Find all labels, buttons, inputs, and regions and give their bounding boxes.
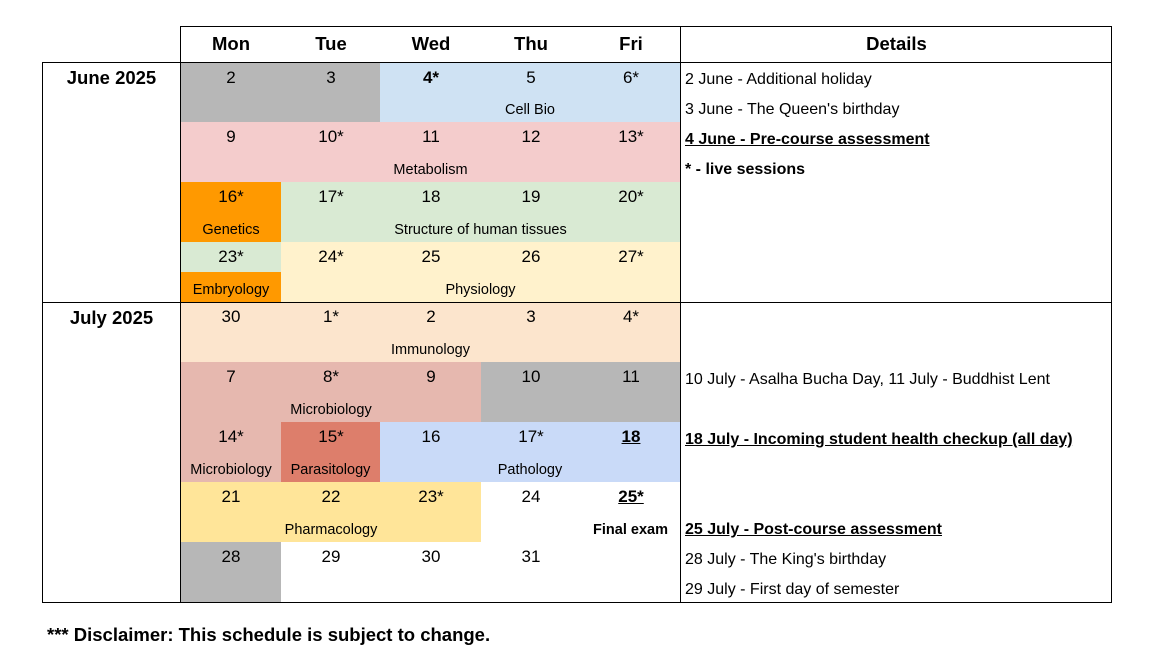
- day-cell: 12: [521, 127, 541, 146]
- day-cell: 18: [621, 427, 641, 446]
- subject-physiology: Physiology: [445, 282, 516, 298]
- header-thu: Thu: [514, 33, 548, 54]
- day-cell: 2: [426, 307, 436, 326]
- day-cell: 18: [421, 187, 441, 206]
- detail-4: 10 July - Asalha Bucha Day, 11 July - Buddhist Lent: [685, 371, 1050, 388]
- disclaimer: *** Disclaimer: This schedule is subject to change.: [47, 624, 491, 645]
- day-cell: 6*: [622, 68, 640, 87]
- day-cell: 17*: [518, 427, 544, 446]
- border-header-bottom: [42, 62, 1112, 63]
- day-cell: 4*: [622, 307, 640, 326]
- day-cell: 11: [422, 127, 440, 146]
- day-cell: 4*: [422, 68, 440, 87]
- day-cell: 24*: [318, 247, 344, 266]
- detail-7: 28 July - The King's birthday: [685, 551, 887, 568]
- day-cell: 24: [521, 487, 541, 506]
- subject-pharmacology: Pharmacology: [284, 522, 378, 538]
- detail-3: * - live sessions: [685, 161, 806, 178]
- day-cell: 21: [221, 487, 241, 506]
- day-cell: 23*: [218, 247, 244, 266]
- day-cell: 19: [521, 187, 541, 206]
- day-cell: 27*: [618, 247, 644, 266]
- day-cell: 29: [321, 547, 341, 566]
- day-cell: 28: [221, 547, 241, 566]
- detail-2: 4 June - Pre-course assessment: [685, 131, 930, 148]
- day-cell: 26: [521, 247, 541, 266]
- subject-immunology: Immunology: [391, 342, 470, 358]
- subject-parasitology: Parasitology: [290, 462, 371, 478]
- day-cell: 23*: [418, 487, 444, 506]
- day-cell: 13*: [618, 127, 644, 146]
- detail-8: 29 July - First day of semester: [685, 581, 900, 598]
- header-wed: Wed: [411, 33, 451, 54]
- day-cell: 15*: [318, 427, 344, 446]
- day-cell: 2: [226, 68, 236, 87]
- subject-microbiology: Microbiology: [290, 402, 372, 418]
- day-cell: 11: [622, 367, 640, 386]
- day-cell: 16*: [218, 187, 244, 206]
- day-cell: 5: [526, 68, 536, 87]
- month-june: June 2025: [66, 67, 157, 88]
- month-july: July 2025: [69, 307, 154, 328]
- day-cell: 17*: [318, 187, 344, 206]
- day-cell: 25: [421, 247, 441, 266]
- day-cell: 9: [426, 367, 436, 386]
- border-bottom: [42, 602, 1112, 603]
- subject-final-exam: Final exam: [593, 522, 668, 538]
- day-cell: 1*: [322, 307, 340, 326]
- detail-0: 2 June - Additional holiday: [685, 71, 872, 88]
- day-cell: 8*: [322, 367, 340, 386]
- day-cell: 22: [321, 487, 341, 506]
- detail-5: 18 July - Incoming student health checkup (all day): [685, 431, 1073, 448]
- border-right: [1111, 26, 1112, 603]
- detail-6: 25 July - Post-course assessment: [685, 521, 943, 538]
- subject-microbiology-2: Microbiology: [190, 462, 272, 478]
- subject-cell-bio: Cell Bio: [505, 102, 555, 118]
- day-cell: 10: [521, 367, 541, 386]
- day-cell: 30: [421, 547, 441, 566]
- detail-1: 3 June - The Queen's birthday: [685, 101, 900, 118]
- border-left-outer: [42, 62, 43, 603]
- day-cell: 3: [326, 68, 336, 87]
- day-cell: 16: [421, 427, 441, 446]
- subject-genetics: Genetics: [202, 222, 260, 238]
- day-cell: 30: [221, 307, 241, 326]
- header-tue: Tue: [315, 33, 347, 54]
- day-cell: 10*: [318, 127, 344, 146]
- border-month-divider: [42, 302, 1112, 303]
- day-cell: 25*: [618, 487, 644, 506]
- day-cell: 7: [226, 367, 236, 386]
- day-cell: 9: [226, 127, 236, 146]
- header-mon: Mon: [211, 33, 250, 54]
- day-cell: 3: [526, 307, 536, 326]
- subject-structure: Structure of human tissues: [394, 222, 567, 238]
- subject-pathology: Pathology: [497, 462, 563, 478]
- day-cell: 31: [521, 547, 541, 566]
- subject-embryology: Embryology: [192, 282, 270, 298]
- header-fri: Fri: [619, 33, 643, 54]
- day-cell: 14*: [218, 427, 244, 446]
- subject-metabolism: Metabolism: [393, 162, 468, 178]
- day-cell: 20*: [618, 187, 644, 206]
- header-details: Details: [866, 33, 927, 54]
